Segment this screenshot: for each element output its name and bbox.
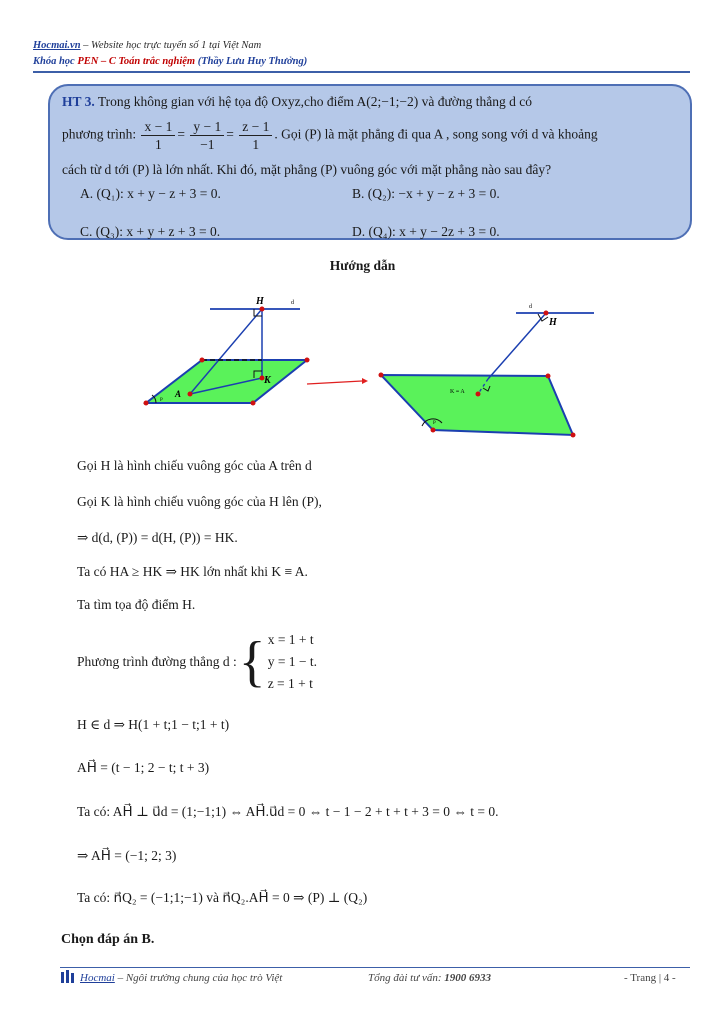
solution-step-11: Ta có: n⃗Q₂ = (−1;1;−1) và n⃗Q₂.AH⃗ = 0 ⇒ (P) ⊥ (Q₂)	[77, 890, 368, 905]
label-d-right: d	[529, 304, 532, 310]
page-header	[33, 38, 307, 70]
point-h-right	[544, 311, 549, 316]
site-tagline: – Website học trực tuyến số 1 tại Việt Nam	[80, 40, 262, 51]
header-divider	[33, 71, 690, 73]
fraction-z: $\frac{z - 1}{1}$	[239, 118, 272, 153]
option-a[interactable]: A. (Q₁): x + y − z + 3 = 0.	[80, 186, 221, 201]
system-brace: {	[238, 631, 266, 693]
vertex-r1	[379, 373, 384, 378]
solution-step-1: Gọi H là hình chiếu vuông góc của A trên d	[77, 458, 312, 473]
segment-ha-right	[488, 313, 546, 379]
question-line-2: phương trình: $\frac{x - 1}{1}$ = $\frac{y - 1}{-1}$ = $\frac{z - 1}{1}$ . Gọi (P) là mặt phẳng đi qua A , song song với d và khoảng	[62, 119, 598, 152]
label-a-left: A	[175, 389, 182, 399]
solution-step-9: Ta có: AH⃗ ⊥ u⃗d = (1;−1;1) ⇔ AH⃗.u⃗d = 0 ⇔ t − 1 − 2 + t + t + 3 = 0 ⇔ t = 0.	[77, 804, 499, 819]
label-ka: K ≡ A	[450, 389, 465, 395]
footer-left: Hocmai – Ngôi trường chung của học trò Việt	[80, 972, 283, 984]
question-line-1: HT 3. Trong không gian với hệ tọa độ Oxyz,cho điểm A(2;−1;−2) và đường thẳng d có	[62, 94, 533, 109]
footer-hotline: Tổng đài tư vấn: 1900 6933	[368, 972, 492, 984]
point-ka	[476, 392, 481, 397]
transform-arrow	[307, 381, 362, 384]
option-b[interactable]: B. (Q₂): −x + y − z + 3 = 0.	[352, 186, 500, 201]
vertex-r3	[571, 433, 576, 438]
plane-p-left	[146, 360, 307, 403]
question-label: HT 3.	[62, 94, 95, 109]
vertex-r4	[431, 428, 436, 433]
site-link[interactable]: Hocmai.vn	[33, 40, 81, 51]
page-number: - Trang | 4 -	[624, 972, 676, 984]
solution-step-10: ⇒ AH⃗ = (−1; 2; 3)	[77, 848, 177, 863]
hocmai-logo-icon	[60, 970, 76, 984]
solution-step-2: Gọi K là hình chiếu vuông góc của H lên (P),	[77, 494, 322, 509]
label-p-left: P	[160, 398, 163, 403]
label-h-right: H	[549, 317, 557, 328]
label-d-left: d	[291, 300, 294, 306]
option-c[interactable]: C. (Q₃): x + y + z + 3 = 0.	[80, 224, 221, 239]
solution-step-7: H ∈ d ⇒ H(1 + t;1 − t;1 + t)	[77, 717, 230, 732]
plane-p-right	[381, 375, 573, 435]
transform-arrow-head	[362, 378, 368, 384]
solution-step-5: Ta tìm tọa độ điểm H.	[77, 597, 196, 612]
solution-step-3: ⇒ d(d, (P)) = d(H, (P)) = HK.	[77, 530, 238, 545]
vertex-4	[144, 401, 149, 406]
footer-brand-link[interactable]: Hocmai	[80, 972, 115, 984]
question-line-3: cách từ d tới (P) là lớn nhất. Khi đó, mặt phẳng (P) vuông góc với mặt phẳng nào sau đây?	[62, 162, 552, 177]
point-a-left	[188, 392, 193, 397]
solution-step-8: AH⃗ = (t − 1; 2 − t; t + 3)	[77, 760, 210, 775]
point-h-left	[260, 307, 265, 312]
vertex-r2	[546, 374, 551, 379]
question-box	[48, 84, 692, 240]
option-d[interactable]: D. (Q₄): x + y − 2z + 3 = 0.	[352, 224, 500, 239]
footer-divider	[60, 967, 690, 968]
guide-title: Hướng dẫn	[329, 258, 396, 273]
solution-step-4: Ta có HA ≥ HK ⇒ HK lớn nhất khi K ≡ A.	[77, 564, 308, 579]
vertex-1	[200, 358, 205, 363]
label-h-left: H	[256, 296, 264, 307]
geometry-figure	[130, 290, 610, 442]
course-title: Khóa học PEN – C Toán trắc nghiệm (Thầy Lưu Huy Thưởng)	[33, 56, 308, 67]
fraction-x: $\frac{x - 1}{1}$	[141, 118, 175, 153]
line-system: x = 1 + t y = 1 − t. z = 1 + t	[267, 632, 318, 691]
label-k: K	[264, 375, 271, 386]
vertex-3	[251, 401, 256, 406]
fraction-y: $\frac{y - 1}{-1}$	[190, 118, 224, 153]
label-p-right: P	[433, 421, 436, 426]
solution-step-6: Phương trình đường thẳng d :{ x = 1 + t y = 1 − t. z = 1 + t	[77, 631, 318, 693]
vertex-2	[305, 358, 310, 363]
answer-line: Chọn đáp án B.	[61, 932, 155, 947]
